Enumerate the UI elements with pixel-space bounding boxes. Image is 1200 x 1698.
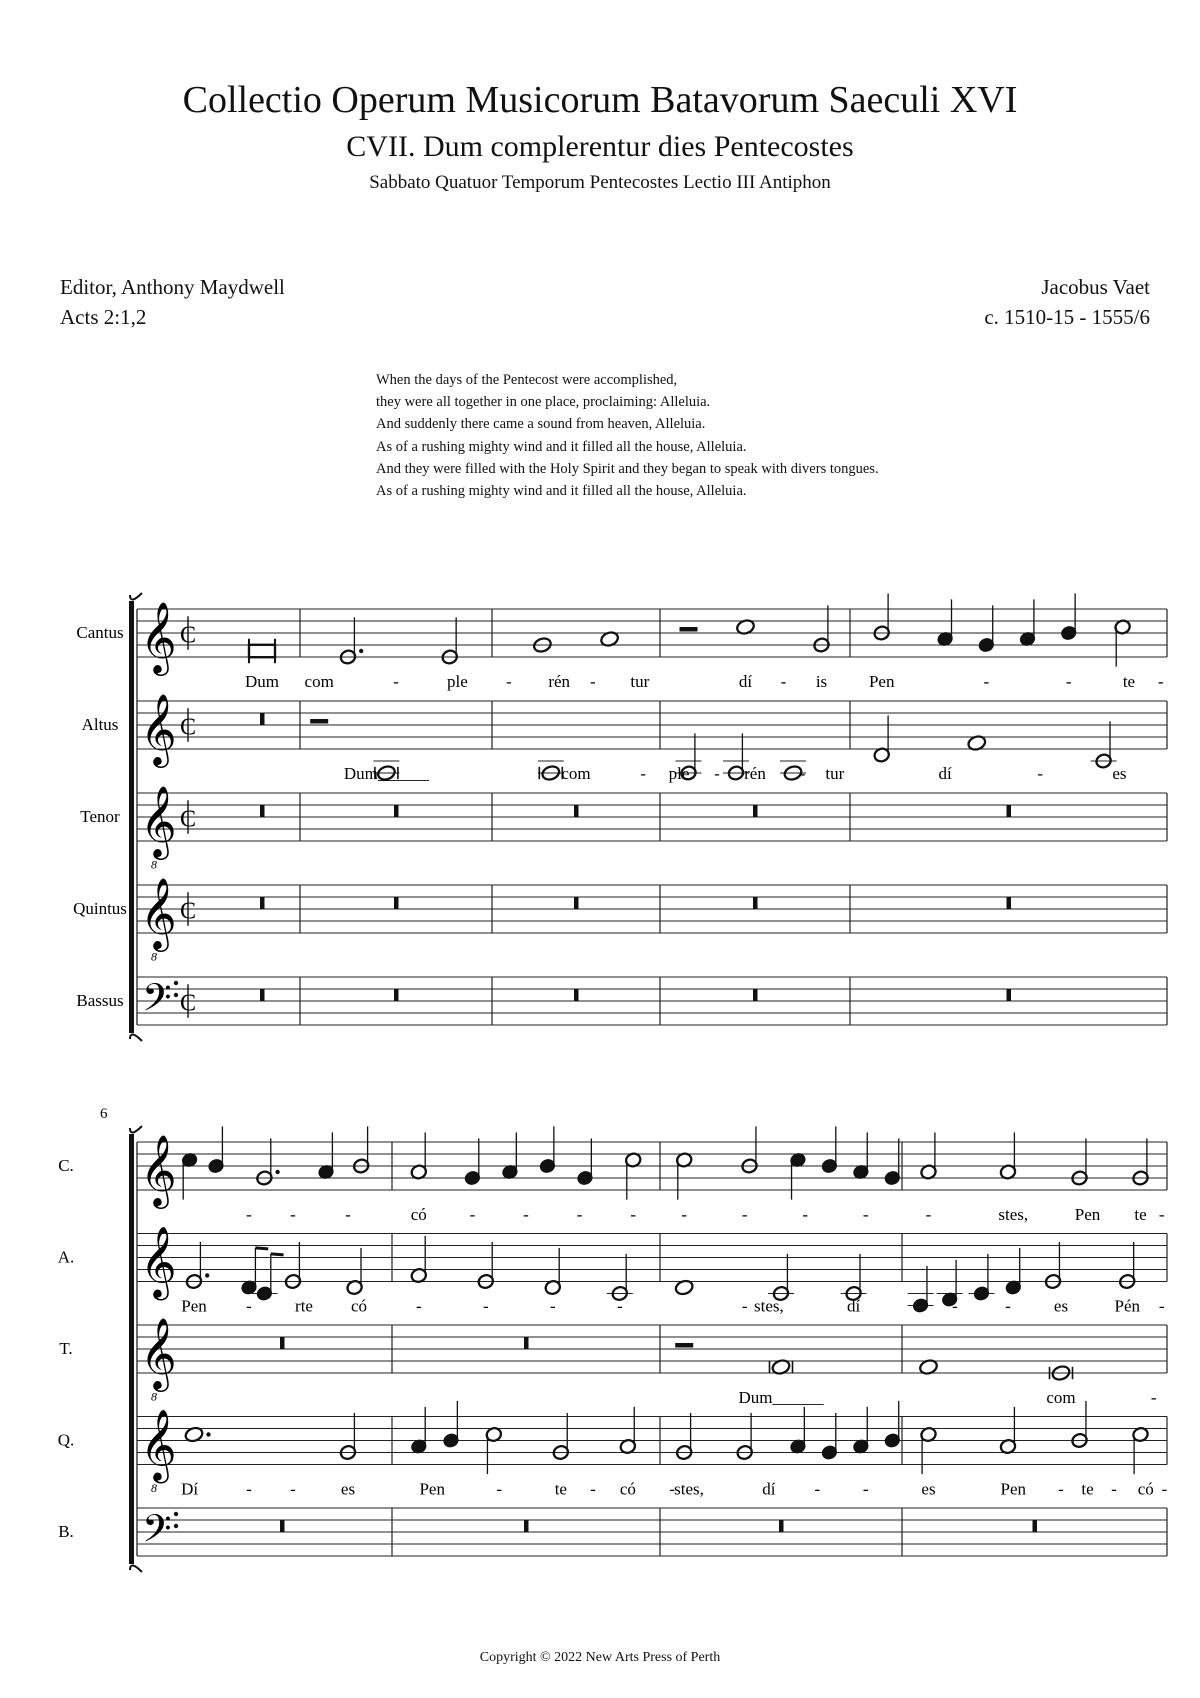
lyric-syllable: ple bbox=[447, 672, 468, 691]
lyric-syllable: tur bbox=[825, 764, 845, 783]
note bbox=[908, 1266, 934, 1314]
note bbox=[1128, 1138, 1154, 1186]
lyric-hyphen: - bbox=[799, 764, 806, 783]
translation-line: When the days of the Pentecost were accomplished, bbox=[376, 372, 678, 388]
lyric-syllable: Dí bbox=[181, 1479, 199, 1499]
note bbox=[1048, 1361, 1074, 1382]
note bbox=[852, 1132, 870, 1180]
bracket-top-hook bbox=[130, 593, 142, 600]
note bbox=[809, 605, 835, 653]
treble-clef-icon: 𝄞 bbox=[140, 1411, 177, 1480]
octave-eight-mark: 8 bbox=[151, 1389, 157, 1404]
staff-tenor bbox=[80, 786, 1167, 871]
note bbox=[1067, 1138, 1093, 1186]
lyric-hyphen: - bbox=[952, 1296, 958, 1316]
translation-line: As of a rushing mighty wind and it filled all the house, Alleluia. bbox=[376, 483, 747, 500]
treble-clef-icon: 𝄞 bbox=[140, 696, 177, 765]
lyric-syllable: rén bbox=[548, 672, 571, 691]
note bbox=[538, 737, 564, 782]
lyric-syllable: com bbox=[304, 672, 334, 691]
bass-clef-icon: 𝄢 bbox=[142, 1507, 172, 1559]
note bbox=[251, 1138, 279, 1186]
lyric-syllable: có bbox=[350, 1296, 368, 1316]
lyric-hyphen: - bbox=[415, 1296, 422, 1316]
lyric-hyphen: - bbox=[983, 672, 990, 691]
note bbox=[548, 1413, 574, 1461]
lyric-syllable: te bbox=[1122, 672, 1136, 691]
note bbox=[207, 1126, 225, 1174]
lyric-hyphen: - bbox=[616, 1296, 623, 1316]
note bbox=[280, 1242, 306, 1290]
bass-clef-icon: 𝄢 bbox=[142, 976, 172, 1028]
lyric-hyphen: - bbox=[862, 1205, 869, 1224]
instrument-label: T. bbox=[59, 1338, 73, 1358]
note bbox=[1091, 721, 1117, 769]
work-title: CVII. Dum complerentur dies Pentecostes bbox=[346, 130, 854, 163]
whole-rest-icon bbox=[524, 1520, 529, 1532]
staff-cantus bbox=[76, 593, 1167, 691]
note bbox=[869, 715, 895, 763]
note bbox=[473, 1242, 499, 1290]
note bbox=[1071, 1401, 1089, 1449]
note bbox=[251, 1254, 283, 1302]
note bbox=[973, 605, 999, 653]
system-bracket bbox=[129, 601, 134, 1033]
lyric-syllable: Dum bbox=[245, 672, 279, 691]
whole-rest-icon bbox=[260, 897, 265, 909]
bass-clef-dot bbox=[174, 981, 178, 985]
octave-eight-mark: 8 bbox=[151, 1481, 157, 1496]
lyric-hyphen: - bbox=[741, 1205, 748, 1224]
lyric-hyphen: - bbox=[496, 1479, 503, 1499]
note bbox=[540, 1248, 566, 1296]
bracket-bottom-hook bbox=[130, 1565, 142, 1572]
note bbox=[335, 1413, 361, 1461]
lyric-syllable: te bbox=[1081, 1479, 1094, 1499]
bass-clef-dot bbox=[174, 993, 178, 997]
augmentation-dot bbox=[205, 1273, 209, 1277]
note bbox=[1060, 593, 1078, 641]
note bbox=[732, 1413, 758, 1461]
composer-name: Jacobus Vaet bbox=[1041, 275, 1150, 299]
lyric-hyphen: - bbox=[1111, 1479, 1117, 1499]
cut-time-icon: C bbox=[180, 898, 197, 925]
note bbox=[181, 1152, 199, 1200]
instrument-label: C. bbox=[58, 1155, 74, 1175]
note bbox=[1132, 1426, 1150, 1474]
treble-clef-icon: 𝄞 bbox=[140, 1320, 177, 1389]
staff-q bbox=[58, 1401, 1168, 1499]
translation-line: they were all together in one place, proclaiming: Alleluia. bbox=[376, 394, 711, 411]
lyric-hyphen: - bbox=[780, 672, 787, 691]
lyric-hyphen: - bbox=[482, 1296, 489, 1316]
lyric-syllable: stes, bbox=[674, 1479, 704, 1499]
note-beam bbox=[255, 1248, 268, 1249]
lyric-syllable: es bbox=[1112, 764, 1127, 783]
cut-time-icon: C bbox=[180, 990, 197, 1017]
lyric-hyphen: - bbox=[681, 1205, 688, 1224]
note bbox=[342, 1248, 368, 1296]
note bbox=[768, 1254, 794, 1302]
instrument-label: Altus bbox=[81, 714, 119, 734]
staff-quintus bbox=[73, 878, 1167, 963]
instrument-label: Q. bbox=[57, 1430, 75, 1450]
cut-time-icon: C bbox=[180, 622, 197, 649]
copyright-notice: Copyright © 2022 New Arts Press of Perth bbox=[479, 1650, 721, 1665]
lyric-hyphen: - bbox=[246, 1479, 252, 1499]
lyric-syllable: com bbox=[561, 764, 591, 783]
treble-clef-icon: 𝄞 bbox=[140, 604, 177, 673]
augmentation-dot bbox=[206, 1432, 210, 1436]
measure-number: 6 bbox=[100, 1106, 108, 1122]
instrument-label: Quintus bbox=[73, 898, 127, 918]
lyric-hyphen: - bbox=[505, 672, 512, 691]
note bbox=[789, 1152, 807, 1200]
lyric-hyphen: - bbox=[1058, 1479, 1064, 1499]
staff-altus bbox=[82, 694, 1167, 783]
note bbox=[741, 1126, 759, 1174]
note bbox=[249, 639, 275, 663]
whole-rest-icon bbox=[574, 897, 579, 909]
lyric-hyphen: - bbox=[589, 672, 596, 691]
lyric-hyphen: - bbox=[1158, 1296, 1165, 1316]
whole-rest-icon bbox=[1033, 1520, 1038, 1532]
lyric-syllable: tur bbox=[630, 672, 650, 691]
note bbox=[920, 1426, 938, 1474]
note bbox=[317, 1132, 335, 1180]
lyric-hyphen: - bbox=[814, 1479, 821, 1499]
lyric-syllable: Pen bbox=[1000, 1479, 1027, 1499]
lyric-hyphen: - bbox=[862, 1479, 869, 1499]
lyric-hyphen: - bbox=[576, 1205, 583, 1224]
lyric-syllable: ple bbox=[668, 764, 690, 783]
lyric-hyphen: - bbox=[741, 1296, 748, 1316]
treble-clef-icon: 𝄞 bbox=[140, 1228, 177, 1297]
note bbox=[539, 1126, 557, 1174]
whole-rest-icon bbox=[1007, 897, 1012, 909]
whole-rest-icon bbox=[280, 1520, 285, 1532]
bracket-top-hook bbox=[130, 1126, 142, 1133]
whole-rest-icon bbox=[1007, 805, 1012, 817]
lyric-hyphen: - bbox=[802, 1205, 809, 1224]
treble-clef-icon: 𝄞 bbox=[140, 880, 177, 949]
staff-b bbox=[58, 1508, 1167, 1559]
note bbox=[671, 1413, 697, 1461]
instrument-label: Tenor bbox=[80, 806, 120, 826]
note bbox=[410, 1407, 428, 1455]
octave-eight-mark: 8 bbox=[151, 857, 157, 872]
note bbox=[883, 1401, 901, 1449]
note bbox=[969, 1254, 995, 1302]
note bbox=[529, 636, 555, 653]
note bbox=[1000, 1248, 1026, 1296]
note bbox=[999, 1132, 1017, 1180]
half-rest-icon bbox=[310, 719, 328, 724]
note bbox=[936, 599, 954, 647]
whole-rest-icon bbox=[779, 1520, 784, 1532]
note bbox=[841, 1254, 867, 1302]
lyric-hyphen: - bbox=[925, 1205, 932, 1224]
editor-credit: Editor, Anthony Maydwell bbox=[60, 275, 285, 299]
lyric-hyphen: - bbox=[345, 1205, 351, 1224]
lyric-hyphen: - bbox=[1157, 672, 1164, 691]
lyric-syllable: dí bbox=[938, 764, 952, 783]
instrument-label: B. bbox=[58, 1521, 74, 1541]
note bbox=[501, 1132, 519, 1180]
lyric-hyphen: - bbox=[393, 672, 399, 691]
note bbox=[410, 1132, 428, 1180]
composer-dates: c. 1510-15 - 1555/6 bbox=[984, 305, 1150, 329]
lyric-syllable: Pen bbox=[181, 1296, 207, 1316]
note bbox=[816, 1413, 842, 1461]
lyric-syllable: es bbox=[921, 1479, 936, 1499]
whole-rest-icon bbox=[753, 989, 758, 1001]
treble-clef-icon: 𝄞 bbox=[140, 788, 177, 857]
bass-clef-dot bbox=[174, 1524, 178, 1528]
lyric-syllable: es bbox=[340, 1479, 356, 1499]
cut-time-icon: C bbox=[180, 714, 197, 741]
instrument-label: Cantus bbox=[76, 622, 124, 642]
staff-c bbox=[58, 1126, 1167, 1224]
whole-rest-icon bbox=[753, 897, 758, 909]
lyric-hyphen: - bbox=[669, 1479, 675, 1499]
maxima-notehead bbox=[249, 645, 275, 657]
lyric-syllable: stes, bbox=[998, 1205, 1029, 1224]
collection-title: Collectio Operum Musicorum Batavorum Saeculi XVI bbox=[182, 79, 1018, 121]
lyric-hyphen: - bbox=[1065, 672, 1072, 691]
lyric-syllable: stes, bbox=[754, 1296, 784, 1316]
lyric-syllable: com bbox=[1046, 1388, 1076, 1407]
translation-line: As of a rushing mighty wind and it filled all the house, Alleluia. bbox=[376, 438, 747, 455]
lyric-hyphen: - bbox=[523, 1205, 529, 1224]
whole-rest-icon bbox=[1007, 989, 1012, 1001]
translation-line: And suddenly there came a sound from heaven, Alleluia. bbox=[376, 416, 706, 433]
lyric-syllable: Pen bbox=[868, 672, 895, 691]
score-system bbox=[58, 1106, 1168, 1572]
whole-rest-icon bbox=[574, 989, 579, 1001]
instrument-label: Bassus bbox=[76, 990, 124, 1010]
lyric-syllable: có bbox=[619, 1479, 636, 1499]
whole-rest-icon bbox=[260, 805, 265, 817]
treble-clef-icon: 𝄞 bbox=[140, 1137, 177, 1206]
lyric-hyphen: - bbox=[549, 1296, 556, 1316]
lyric-hyphen: - bbox=[630, 1205, 637, 1224]
note bbox=[607, 1254, 633, 1302]
whole-rest-icon bbox=[260, 713, 265, 725]
lyric-hyphen: - bbox=[1161, 1479, 1168, 1499]
note bbox=[619, 1407, 637, 1455]
note bbox=[459, 1138, 485, 1186]
augmentation-dot bbox=[275, 1170, 279, 1174]
translation-line: And they were filled with the Holy Spirit and they began to speak with divers tongues. bbox=[376, 460, 879, 477]
note bbox=[181, 1242, 209, 1290]
lyric-syllable: rte bbox=[295, 1296, 313, 1316]
note bbox=[999, 1407, 1017, 1455]
lyric-syllable: có bbox=[410, 1205, 427, 1224]
lyric-hyphen: - bbox=[469, 1205, 476, 1224]
lyric-syllable: Pen bbox=[1074, 1205, 1101, 1224]
note bbox=[1114, 619, 1132, 667]
lyric-syllable: dí bbox=[762, 1479, 776, 1499]
lyric-syllable: te bbox=[1134, 1205, 1147, 1224]
lyric-syllable: Pen bbox=[419, 1479, 445, 1499]
whole-rest-icon bbox=[260, 989, 265, 1001]
note bbox=[335, 617, 363, 665]
lyric-hyphen: - bbox=[640, 764, 647, 783]
note bbox=[675, 1152, 693, 1200]
note bbox=[1019, 599, 1037, 647]
note bbox=[406, 1236, 432, 1284]
whole-rest-icon bbox=[524, 1337, 529, 1349]
lyric-hyphen: - bbox=[246, 1205, 252, 1224]
text-source: Acts 2:1,2 bbox=[60, 305, 147, 329]
lyric-hyphen: - bbox=[714, 764, 720, 783]
note bbox=[352, 1126, 370, 1174]
lyric-syllable: Dum______ bbox=[343, 764, 429, 783]
note bbox=[442, 1401, 460, 1449]
octave-eight-mark: 8 bbox=[151, 949, 157, 964]
lyric-syllable: có bbox=[1137, 1479, 1154, 1499]
lyric-syllable: Pén bbox=[1114, 1296, 1140, 1316]
whole-rest-icon bbox=[394, 805, 399, 817]
staff-t bbox=[59, 1318, 1167, 1407]
lyric-syllable: te bbox=[554, 1479, 567, 1499]
instrument-label: A. bbox=[57, 1247, 75, 1267]
lyric-syllable: is bbox=[815, 672, 828, 691]
score-system bbox=[73, 593, 1167, 1041]
note-beam bbox=[271, 1254, 284, 1255]
whole-rest-icon bbox=[394, 897, 399, 909]
note bbox=[873, 593, 891, 641]
half-rest-icon bbox=[680, 627, 698, 632]
cut-time-icon: C bbox=[180, 806, 197, 833]
note bbox=[1040, 1242, 1066, 1290]
lyric-syllable: rén bbox=[744, 764, 766, 783]
lyric-syllable: dí bbox=[738, 672, 753, 691]
lyric-hyphen: - bbox=[290, 1479, 296, 1499]
system-bracket bbox=[129, 1134, 134, 1564]
half-rest-icon bbox=[675, 1343, 693, 1348]
lyric-hyphen: - bbox=[246, 1296, 252, 1316]
augmentation-dot bbox=[359, 649, 363, 653]
lyric-hyphen: - bbox=[1005, 1296, 1011, 1316]
lyric-syllable: Dum______ bbox=[738, 1388, 824, 1407]
lyric-syllable: dí bbox=[846, 1296, 861, 1316]
note bbox=[671, 1270, 697, 1297]
note bbox=[789, 1407, 807, 1455]
note bbox=[624, 1152, 642, 1200]
lyric-hyphen: - bbox=[1037, 764, 1044, 783]
bass-clef-dot bbox=[174, 1512, 178, 1516]
lyric-hyphen: - bbox=[590, 1479, 596, 1499]
note bbox=[437, 617, 463, 665]
staff-bassus bbox=[76, 977, 1167, 1028]
occasion-subtitle: Sabbato Quatuor Temporum Pentecostes Lectio III Antiphon bbox=[369, 172, 831, 193]
lyric-syllable: es bbox=[1053, 1296, 1069, 1316]
whole-rest-icon bbox=[280, 1337, 285, 1349]
note bbox=[852, 1407, 870, 1455]
bracket-bottom-hook bbox=[130, 1034, 142, 1041]
lyric-hyphen: - bbox=[290, 1205, 296, 1224]
whole-rest-icon bbox=[753, 805, 758, 817]
note bbox=[937, 1260, 963, 1308]
whole-rest-icon bbox=[574, 805, 579, 817]
note bbox=[821, 1126, 839, 1174]
lyric-hyphen: - bbox=[1158, 1205, 1165, 1224]
whole-rest-icon bbox=[394, 989, 399, 1001]
note bbox=[920, 1132, 938, 1180]
note bbox=[1114, 1242, 1140, 1290]
staff-a bbox=[58, 1227, 1167, 1316]
lyric-hyphen: - bbox=[1150, 1388, 1157, 1407]
note bbox=[572, 1138, 598, 1186]
note bbox=[485, 1426, 503, 1474]
